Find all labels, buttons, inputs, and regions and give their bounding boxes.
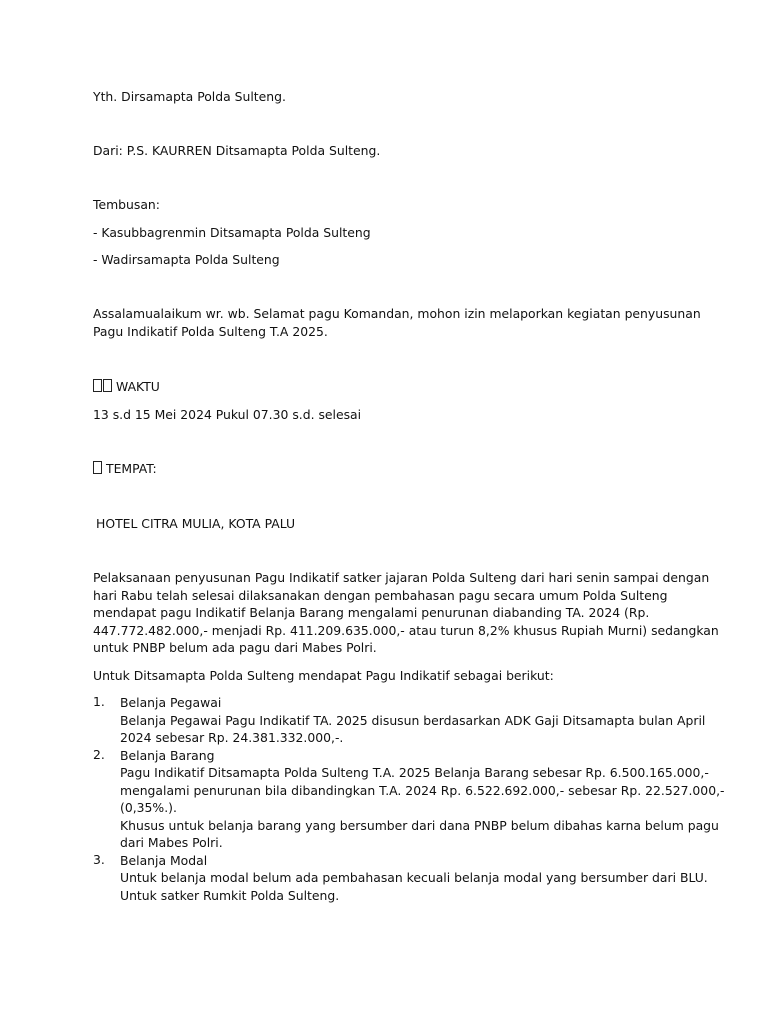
item-line: Khusus untuk belanja barang yang bersumber dari dana PNBP belum dibahas karna belum pagu <box>120 817 719 833</box>
list-number: 2. <box>93 746 105 762</box>
summary-line: 447.772.482.000,- menjadi Rp. 411.209.635.000,- atau turun 8,2% khusus Rupiah Murni) sedangkan <box>93 622 719 638</box>
clock-icon <box>103 379 112 392</box>
cc-item: - Wadirsamapta Polda Sulteng <box>93 252 280 267</box>
item-line: Belanja Pegawai Pagu Indikatif TA. 2025 disusun berdasarkan ADK Gaji Ditsamapta bulan April <box>120 712 706 728</box>
place-value: HOTEL CITRA MULIA, KOTA PALU <box>96 516 296 531</box>
item-title: Belanja Pegawai <box>120 695 222 710</box>
item-line: Untuk satker Rumkit Polda Sulteng. <box>120 887 340 903</box>
summary-paragraph <box>93 569 719 657</box>
greeting-line: Pagu Indikatif Polda Sulteng T.A 2025. <box>93 323 328 339</box>
item-title: Belanja Barang <box>120 747 215 763</box>
time-value: 13 s.d 15 Mei 2024 Pukul 07.30 s.d. selesai <box>93 407 362 422</box>
item-line: mengalami penurunan bila dibandingkan T.A. 2024 Rp. 6.522.692.000,- sebesar Rp. 22.527.000,- <box>120 782 725 798</box>
list-item <box>93 694 706 747</box>
summary-line: Pelaksanaan penyusunan Pagu Indikatif satker jajaran Polda Sulteng dari hari senin sampai dengan <box>93 570 710 585</box>
sender-line: Dari: P.S. KAURREN Ditsamapta Polda Sulteng. <box>93 143 381 158</box>
item-line: (0,35%.). <box>120 800 177 815</box>
list-number: 1. <box>93 694 105 709</box>
item-line: dari Mabes Polri. <box>120 835 223 850</box>
greeting-paragraph <box>93 305 701 340</box>
item-line: 2024 sebesar Rp. 24.381.332.000,-. <box>120 730 344 745</box>
location-pin-icon <box>93 461 102 474</box>
budget-list <box>93 694 725 904</box>
clock-icon <box>93 379 102 392</box>
time-label: WAKTU <box>116 379 160 394</box>
cc-item: - Kasubbagrenmin Ditsamapta Polda Sulteng <box>93 225 371 240</box>
cc-label: Tembusan: <box>93 197 160 212</box>
list-item <box>93 851 708 905</box>
summary-line: mendapat pagu Indikatif Belanja Barang mengalami penurunan diabanding TA. 2024 (Rp. <box>93 605 650 620</box>
greeting-line: Assalamualaikum wr. wb. Selamat pagu Komandan, mohon izin melaporkan kegiatan penyusunan <box>93 306 701 321</box>
item-line: Untuk belanja modal belum ada pembahasan kecuali belanja modal yang bersumber dari BLU. <box>120 870 708 885</box>
summary-line: hari Rabu telah selesai dilaksanakan dengan pembahasan pagu secara umum Polda Sulteng <box>93 587 668 603</box>
intro-line: Untuk Ditsamapta Polda Sulteng mendapat Pagu Indikatif sebagai berikut: <box>93 668 554 683</box>
place-label: TEMPAT: <box>106 461 157 476</box>
item-title: Belanja Modal <box>120 852 208 868</box>
item-line: Pagu Indikatif Ditsamapta Polda Sulteng T.A. 2025 Belanja Barang sebesar Rp. 6.500.165.000,- <box>120 765 709 780</box>
time-heading <box>93 378 160 395</box>
summary-line: untuk PNBP belum ada pagu dari Mabes Polri. <box>93 640 377 655</box>
place-heading <box>93 460 157 477</box>
list-item <box>93 746 725 852</box>
list-number: 3. <box>93 851 105 867</box>
recipient-line: Yth. Dirsamapta Polda Sulteng. <box>93 89 286 104</box>
